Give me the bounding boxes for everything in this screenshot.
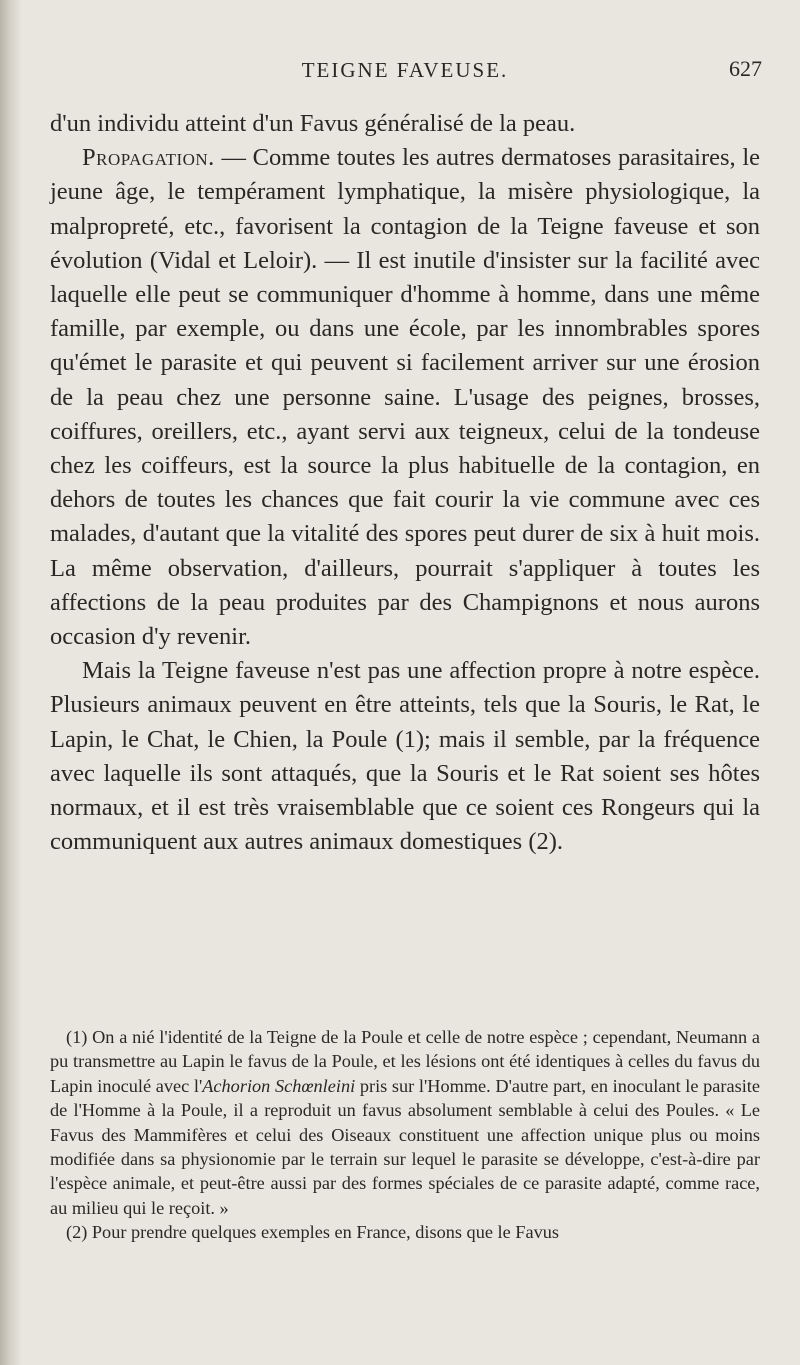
footnote-1-part-a: (1) On a nié l'identité de la Teigne de la Poule et celle de notre espèce ; cependant, Neumann a pu transmettre au Lapin le favus de la Poule, et les lésions ont été identiques à celles du favus du Lapin inoculé avec l' [50, 1027, 760, 1096]
page-header [50, 56, 760, 86]
book-page [50, 0, 760, 1365]
paragraph-continuation: d'un individu atteint d'un Favus généralisé de la peau. [50, 110, 576, 137]
footnote-1-species-name: Achorion Schœnleini [202, 1075, 356, 1096]
running-title: TEIGNE FAVEUSE. [301, 58, 509, 82]
paragraph-propagation [50, 141, 760, 654]
footnote-2: (2) Pour prendre quelques exemples en France, disons que le Favus [66, 1222, 559, 1243]
footnote-1 [50, 1025, 760, 1220]
footnote-1-part-b: pris sur l'Homme. D'autre part, en inoculant le parasite de l'Homme à la Poule, il a reproduit un favus absolument semblable à celui des Poules. « Le Favus des Mammifères et celui des Oiseaux constituent une affection unique plus ou moins modifiée dans sa physionomie par le terrain sur lequel le parasite se développe, c'est-à-dire par l'espèce animale, et peut-être aussi par des formes spéciales de ce parasite adapté, comme race, au milieu qui le reçoit. » [50, 1075, 760, 1218]
page-gutter-shadow [0, 0, 22, 1365]
section-label-propagation: Propagation. [82, 144, 215, 172]
footnotes [50, 1025, 760, 1245]
paragraph-animals: Mais la Teigne faveuse n'est pas une affection propre à notre espèce. Plusieurs animaux peuvent en être atteints, tels que la Souris, le Rat, le Lapin, le Chat, le Chien, la Poule (1); mais il semble, par la fréquence avec laquelle ils sont attaqués, que la Souris et le Rat soient ses hôtes normaux, et il est très vraisemblable que ce soient ces Rongeurs qui la communiquent aux autres animaux domestiques (2). [50, 657, 760, 856]
main-text [50, 107, 760, 859]
page-number: 627 [729, 56, 762, 81]
paragraph-propagation-text: — Comme toutes les autres dermatoses parasitaires, le jeune âge, le tempérament lymphatique, la misère physiologique, la malpropreté, etc., favorisent la contagion de la Teigne faveuse et son évolution (Vidal et Leloir). — Il est inutile d'insister sur la facilité avec laquelle elle peut se communiquer d'homme à homme, dans une même famille, par exemple, ou dans une école, par les innombrables spores qu'émet le parasite et qui peuvent si facilement arriver sur une érosion de la peau chez une personne saine. L'usage des peignes, brosses, coiffures, oreillers, etc., ayant servi aux teigneux, celui de la tondeuse chez les coiffeurs, est la source la plus habituelle de la contagion, en dehors de toutes les chances que fait courir la vie commune avec ces malades, d'autant que la vitalité des spores peut durer de six à huit mois. La même observation, d'ailleurs, pourrait s'appliquer à toutes les affections de la peau produites par des Champignons et nous aurons occasion d'y revenir. [50, 144, 760, 651]
